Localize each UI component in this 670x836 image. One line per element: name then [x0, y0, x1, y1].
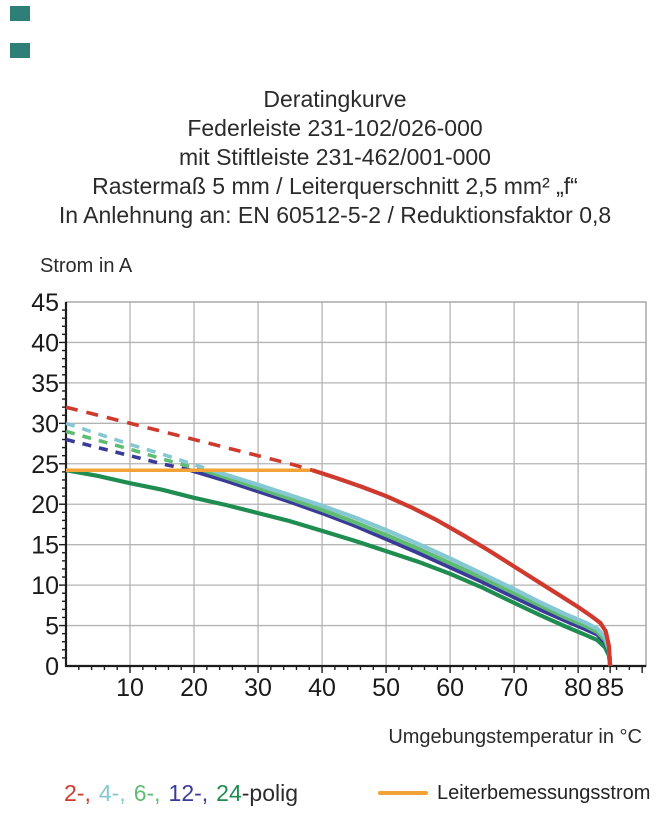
legend-reference — [378, 779, 650, 807]
legend-series-label: 2-, — [64, 780, 91, 806]
svg-text:80: 80 — [564, 674, 593, 702]
svg-text:0: 0 — [45, 653, 59, 681]
svg-text:35: 35 — [31, 369, 59, 398]
title-line-5: In Anlehnung an: EN 60512-5-2 / Reduktionsfaktor 0,8 — [58, 202, 612, 228]
svg-text:50: 50 — [372, 674, 400, 702]
legend-series-label: 24 — [216, 780, 242, 806]
svg-text:45: 45 — [31, 289, 59, 317]
svg-text:40: 40 — [31, 329, 59, 358]
reference-line-label: Leiterbemessungsstrom — [437, 781, 651, 804]
reference-line-swatch — [378, 791, 428, 795]
svg-text:60: 60 — [436, 674, 465, 702]
svg-text:15: 15 — [31, 531, 59, 560]
svg-text:10: 10 — [116, 674, 144, 702]
legend-series-label: 12-, — [168, 780, 209, 806]
svg-text:20: 20 — [180, 674, 208, 702]
y-axis-title: Strom in A — [40, 255, 133, 277]
svg-text:70: 70 — [500, 674, 529, 702]
legend-poles — [64, 780, 298, 807]
svg-text:30: 30 — [244, 674, 272, 702]
legend-series-label: 6-, — [133, 780, 161, 806]
svg-text:85: 85 — [596, 674, 625, 702]
svg-text:20: 20 — [31, 491, 59, 520]
svg-text:25: 25 — [31, 450, 59, 479]
title-line-3: mit Stiftleiste 231-462/001-000 — [179, 144, 491, 170]
svg-text:5: 5 — [45, 612, 59, 641]
svg-text:10: 10 — [31, 572, 59, 601]
title-line-4: Rastermaß 5 mm / Leiterquerschnitt 2,5 mm² „f“ — [92, 173, 578, 199]
svg-text:30: 30 — [31, 410, 59, 439]
svg-text:40: 40 — [308, 674, 336, 702]
legend-series-label: -polig — [241, 780, 299, 806]
x-axis-title: Umgebungstemperatur in °C — [388, 726, 642, 748]
title-line-2: Federleiste 231-102/026-000 — [187, 115, 483, 141]
title-line-1: Deratingkurve — [263, 86, 407, 112]
legend-series-label: 4-, — [98, 780, 126, 806]
